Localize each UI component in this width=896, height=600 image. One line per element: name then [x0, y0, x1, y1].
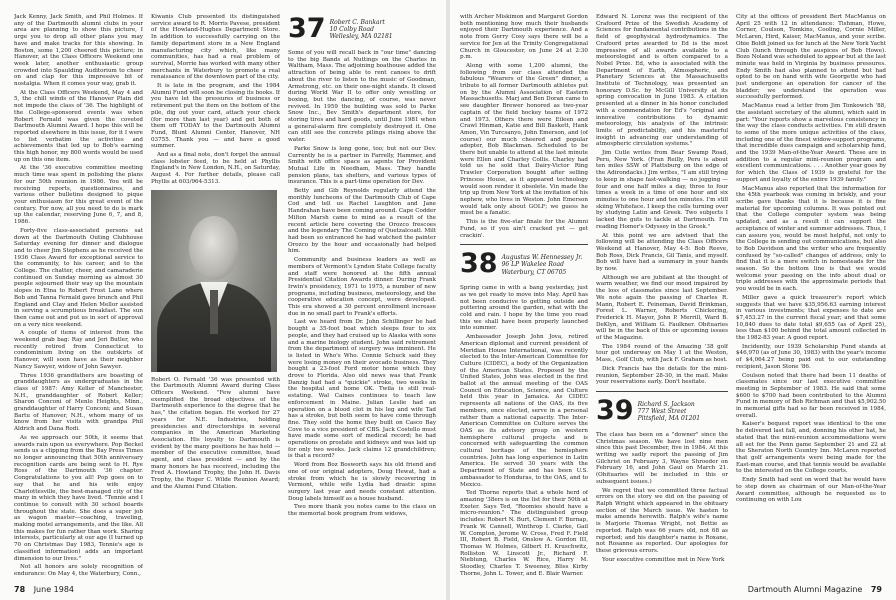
- paragraph: Some of you will recall back in "our time" dancing to the big Bands at Nuttings on the Charles in Waltham, Mass. The adjoining boathouse added the attraction of being able to rent canoes to drift about the river to listen to the music of Goodman, Armstrong, etc. on their one-night stands. It closed during World War II to offer only wrestling or boxing, but the dancing, of course, was never revived. In 1959 the building was sold to Parke Snow Inc., Bev Smith's department store, for storing tires and hard goods, until June 1981 when a general-alarm fire completely destroyed it. One can still see the concrete pilings rising above the water.: [288, 50, 436, 144]
- left-column-3: [288, 14, 436, 584]
- secretary-street: 777 West Street: [637, 408, 687, 416]
- paragraph: with Archer Miskimon and Margaret Gordon both mentioning how much their husbands enjoyed their Dartmouth experience. And a note from Gerry Cosy says there will be a service for Jen at the Trinity Congregational Church in Gloucester, on June 24 at 2:30 p.m.: [460, 14, 588, 61]
- class-number: 39: [596, 394, 634, 426]
- paragraph: Coulson noted that there had been 11 deaths of classmates since our last executive committee meeting in September of 1983. He said that some $600 to $700 had been contributed to the Alumni Fund in memory of Bob Richman and that $5,902.50 in memorial gifts had so far been received in 1984, overall.: [736, 372, 886, 419]
- paragraph: MacManus read a letter from Jim Tonkowich '88, the assistant secretary of the alumni, which said in part: "Your reports show a marvelous consistency in the way the class conducts activities. I'm still drawn to some of the more unique activities of the class, including one of the finest widow-support programs, that incredible dues campaign and scholarship fund, and the 1939 Man-of-the-Year Award. These are in addition to a regular mini-reunion program and excellent communications. . . . Another year goes by for which the Class of 1939 is grateful for the support and loyalty of the entire 1939 family.": [736, 103, 886, 183]
- issue-date: June 1984: [33, 585, 75, 594]
- page-number: 79: [870, 585, 882, 594]
- paragraph: Jack Kenny, Jack Smith, and Phil Holmes. If any of the Dartmouth alumni clubs in your area are planning to show this picture, I urge you to drop all other plans you may have and make tracks for this showing. In Boston, some 1,200 cheered this picture; in Hanover, at the Class Officers Weekend one week later, another enthusiastic group crowded into Spaulding Auditorium to cheer on and clap for this impressive bit of nostalgia. When it comes your way, grab it.: [14, 14, 143, 88]
- paragraph: Ted Thorne reports that a whole herd of amazing '38ers is on the list for their 50th at Exeter. Says Ted, "Roomies should have a micro-reunion." The distinguished group includes: Robert N. Burt, Clement F. Burnap, Frank W. Cannell, Winthrop I. Clarke, Gail W. Compton, Jerome W. Cross, Fred F. Field III, Robert B. Field, Onslow A. Gordon III, Thomas W. Holmes, Gilbert H. Kruschwitz, Rolliston W. Linscott Jr., Richard F. Nieblung, Charles W. Rice, Harry M. Stoodley, Charles T. Sweeney, Bliss Kirby Thorne, John L. Tower, and E. Blair Warner.: [460, 490, 588, 577]
- left-column-1: [14, 14, 143, 584]
- paragraph: MacManus also reported that the information for the 45th yearbook was coming in briskly, and your scribe gave thanks that it is because it is fine material for upcoming columns. It was pointed out that the College computer system was being updated, and as a result it can support the acceptance of winter and summer addresses. Thus, I can assure you, would be most helpful, not only to the College in sending out communications, but also to Bob Davidson and the writer who are frequently confused by "so-called" changes of address, only to find that it is a mere switch in homesteads for the season. So the bottom line is that we would welcome your passing on the info about dual or triple addresses with the approximate periods that you would be in each.: [736, 185, 886, 293]
- paragraph: Although we are jubilant at the thought of warm weather, we find our mood impaired by the loss of classmates since last September. We note again the passing of Charles R. Mann, Robert E. Feineman, David Brinkman, Forest L. Warner, Roberts Chickering, Frederick H. Mayor, John P. Merrill, Ward B. DeKlyn, and William G. Faulkner. Obituaries will be in the back of this or upcoming issues of the Magazine.: [596, 274, 728, 342]
- paragraph: A couple of items of interest from the weekend grab bag: Ray and Jeri Butler, who recently retired from Connecticut to condominium living on the outskirts of Hanover, will soon have as their neighbor Nancy Sawyer, widow of John Sawyer.: [14, 330, 143, 370]
- paragraph: Incidently, our 1939 Scholarship Fund stands at $46,970 (as of June 30, 1983) with the year's income of $4,064.27 being paid out to our outstanding recipient, Jason Stone '86.: [736, 343, 886, 370]
- paragraph: Last we heard from Dr. John Schillinger he had bought a 35-foot boat which sleeps four to six people, and they had cruised up to Alaska with sons and a marine biology student. John said retirement from the department of surgery was imminent. He is listed in Who's Who. Connie Schuck said they were losing money on their avocado business. They bought a 23-foot Ford motor home which they drove to Florida. Also old news was that Frank Danzig had had a "quickie" stroke, two weeks in the hospital and home OK. Twila is still real-estating. Wal Caines continues to teach law enforcement in Maine. Julian Leslie had an operation on a blood clot in his leg and wife Tad has a stroke, but both seem to have come through fine. They sold the home they built on Casco Bay Cove to a vice president of CBS. Jack Costello must have made some sort of medical record; he had operations on prostate and kidneys and was laid up for only two weeks. Jack claims 12 grandchildren; is that a record?: [288, 319, 436, 460]
- paragraph: Edward N. Lorenz was the recipient of the Crafoord Prize of the Swedish Academy of Sciences for fundamental contributions in the field of geophysical hydrodynamics. The Crafoord prize awarded to Ed is the most impressive of all awards available to a meteorologist and is often compared to a Nobel Prize. Ed, who is associated with the Department of Earth, Atmospheric, and Planetary Sciences at the Massachusetts Institute of Technology, was presented an honorary D.Sc. by McGill University at its spring convocation in June 1983. A citation presented at a dinner in his honor concluded with a commendation for Ed's "original and innovative contributions to dynamic meteorology, his analysis of the intrinsic limits of predictability, and his masterful insight in advancing our understanding of atmospheric circulation systems.": [596, 14, 728, 148]
- paragraph: It is late in the program, and the 1984 Alumni Fund will soon be closing its books. If you have let the pressures of business or retirement put the item on the bottom of the pile, dig out your card, attach your check (for more than last year) and get both of them off TODAY to the Dartmouth Alumni Fund, Blunt Alumni Center, Hanover, NH 03755. Thank you — and have a good summer.: [151, 83, 280, 150]
- paragraph: Forty-five class-associated persons sat down at the Dartmouth Outing Clubhouse Saturday evening for dinner and dialogue and to cheer Jim Stephens as he received the 1936 Class Award for exceptional service to the community, to his career, and to the College. The chatter, cheer, and camaraderie continued on Sunday morning as almost 30 people sojourned their way up the mountain slopes in Etna to Robert Frost Lane where Bob and Tanna Fernald gave brunch and Phil England and Clay and Helen Mellor assisted in serving a scrumptious breakfast. The sun then came out and put us in sort of approval on a very nice weekend.: [14, 227, 143, 328]
- secretary-city: Waterbury, CT 06705: [501, 268, 567, 276]
- paragraph: Parke Snow is long gone, too; but not our Dev. Currently he is a partner in Farrelly, Hammer, and Smith with office space as agents for Provident Mutual Life in Needham, Mass. They handle pension plans, tax shelters, and various types of insurance. This is a part-time operation for Dev.: [288, 145, 436, 186]
- paragraph: The 1984 round of the Amazing '38 golf tour got underway on May 1 at the Weston, Mass., Golf Club, with Jack F. Graham as host.: [596, 343, 728, 364]
- paragraph: City at the offices of president Bert MacManus on April 25 with 12 in attendance: Tishman, Howe, Corner, Coulson, Tomkins, Cooling, Cornie Miller, McLaren, Hird, Kaiser, MacManus, and your scribe. Obie Boldt joined us for lunch at the New York Yacht Club (lunch through the auspices of Bob Howe). Bozo Noland was scheduled to appear but at the last minute was held in Virginia by business pressures. Endy Smith had also planned to attend but had opted to be on hand with wife Georgette who had just undergone an operation for cancer of the bladder; we understand the operation was successfully performed.: [736, 14, 886, 101]
- paragraph: Endy Smith had sent on word that he would have to step down as chairman of our Man-of-the-Year Award committee, although he requested us to continuing on with Lou: [736, 477, 886, 504]
- section-divider: [460, 244, 588, 245]
- right-column-2: [596, 14, 728, 584]
- paragraph: And as a final note, don't forget the annual class lobster feed, to be held at Phyllis England's in New London, N.H., on Saturday, August 4. For further details, please call Phyllis at 603/964-5313.: [151, 152, 280, 185]
- secretary-city: Wellesley, MA 02181: [329, 33, 393, 41]
- paragraph: Spring came in with a bang yesterday, just as we get ready to move into May. April has not been conducive to getting outside and puttering around the garden, what with the cold and rain. I hope by the time you read this we shall have been properly launched into summer.: [460, 285, 588, 332]
- class-header-37: [288, 16, 436, 42]
- paragraph: Ambassador Joseph John Jova, retired American diplomat and current president of Meridian House International, was recently elected to the Inter-American Committee for Culture (CIDEC), a body of the Organization of the American States. Proposed by the United States, John was elected in the first ballot at the annual meeting of the OAS Council on Education, Science, and Culture held this year in Jamaica. As CIDEC represents all nations of the OAS, its five members, once elected, serve in a personal rather than a national capacity. The Inter-American Committee on Culture serves the OAS as its advisory group on western hemisphere cultural projects and is concerned with safeguarding the common cultural heritage of the hemisphere countries. John has long experience in Latin America. He served 30 years with the Department of State and has been U.S. ambassador to Honduras, to the OAS, and to Mexico.: [460, 334, 588, 488]
- left-column-2: [151, 14, 280, 584]
- photo-caption: Robert O. Fernald '36 was presented with the Dartmouth Alumni Award during Class Officers Weekend. "Few alumni have exemplified the broad objectives of the Dartmouth experience to the degree that he has," the citation began. He worked for 27 years for N.E. Industries, holding presidencies and directorships in several companies in the American Marketing Association. His loyalty to Dartmouth is evident by the many positions he has held — member of the executive committee, head agent, and class president — and by the many honors he has received, including the Fred A. Howland Trophy, the John H. Davis Trophy, the Roger C. Wilde Reunion Award; and the Alumni Fund Citation.: [151, 376, 280, 490]
- paragraph: Dick Francis has the details for the mini-reunion, September 28-30, in the mail. Make your reservations early. Don't hesitate.: [596, 365, 728, 386]
- class-secretary: [330, 16, 393, 41]
- paragraph: Along with some 1,200 alumni, the following from our class attended the fabulous "Wearers of the Green" dinner, a tribute to all former Dartmouth athletes put on by the Alumni Association of Eastern Massachusetts. Marj and Ben Doran came to see daughter Brewer honored as two-year captain of the field hockey teams of 1972 and 1973. Others there were Eileen and Crawl Hinman, Katie and Bill Baskett, Hank Amon, Vin Turcsanyo, John Emerson, and (of course) our much cheered and popular adopter, Bob Blackman. Scheduled to be there but unable to attend at the last minute were Ellen and Charley Collis. Charley had told us he sold that Dairy-Victor Ring Trawler Corporation bought after selling Princess House, as it appeared technology would soon render it obsolete. Vin made the trip up from New York at the invitation of his nephew, who lives in Weston. John Emerson would talk only about GOLF; we guess he must be a fanatic.: [460, 62, 588, 217]
- section-divider: [596, 391, 728, 392]
- paragraph: At the '36 executive committee meeting much time was spent in polishing the plans for our 50th reunion in 1986. You will be receiving reports, questionnaires, and various other bulletins designed to pique your enthusiasm for this great event of the century. For now, all you need to do is mark up the calendar, reserving June 6, 7, and 8, 1986.: [14, 165, 143, 226]
- class-number: 37: [288, 14, 326, 44]
- paragraph: Jim Cutle writes from Bear Swamp Road, Peru, New York. (Fran Reilly, Peru is about ten miles SSW of Plattsburg on the edge of the Adirondacks.) Jim writes, "I am still trying to keep in shape fast-walking — no jogging — four and one half miles a day, three to four times a week in a time of one hour and six minutes to one hour and ten minutes. I'm still skiing Whiteface. I keep the cells turning over by studying Latin and Greek. Two subjects I lacked the guts to tackle at Dartmouth. I'm reading Homer's Odyssey in the Greek.": [596, 150, 728, 230]
- class-header-39: [596, 394, 728, 426]
- secretary-city: Pittsfield, MA 01201: [637, 415, 701, 423]
- paragraph: The class has been on a "downer" since the Christmas season. We have lost nine men since this past December, five in 1984. At this writing we sadly report the passing of Jim Gilchrist on February 3, Wayne Shroeder on February 16, and John Gaul on March 21. (Obituaries will be included in this or subsequent issues.): [596, 431, 728, 485]
- paragraph: At this point we are advised that the following will be attending the Class Officers Weekend at Hanover, May 4-5: Bob Reeve, Bob Ross, Dick Francis, Gil Tanis, and myself. Bob will have had a summary in your hands by now.: [596, 232, 728, 273]
- paragraph: As we approach our 50th, it seems that awards rain upon us everywhere. Pop Beckel sends us a clipping from the Bay Press Times no longer announcing that 50th anniversary recognition cards are being sent to H. Rye Ross of the Dartmouth '36 chapter. Congratulations to you all! Pop goes on to say that he and his wife enjoy Charlottesville, the best-managed city of the many in which they have lived. "Tennie and I continue to consult with 30 school boards throughout the state. She does a super job as wagon master—coaching, traveling, making motel arrangements, and the like. All this makes for fun rather than work. Sharing interests, particularly at our age (I turned up 70 on Christmas Day 1983, Tennie's age is classified information) adds an important dimension to our lives.": [14, 434, 143, 562]
- class-secretary: [502, 251, 583, 276]
- class-secretary: [638, 398, 700, 423]
- photo-tie: [210, 290, 218, 334]
- paragraph: Betty and Gib Reynolds regularly attend the monthly luncheons of the Dartmouth Club of Cape Cod and tell us Rachel Laughton and Jane Handrahan have been coming around. Cape Codder Milton Marsh came to mind as a result of the recent article here covering the Orozco frescoes and the legendary The Coming of Quetzalcoatl. Milt had been so entranced he had watched the painter Orozco by the hour and occasionally had helped him.: [288, 188, 436, 255]
- secretary-name: Richard S. Jackson: [637, 400, 695, 408]
- secretary-street: 10 Colby Road: [329, 26, 374, 34]
- secretary-street: 96 LP Wakelee Road: [501, 261, 564, 269]
- magazine-name: Dartmouth Alumni Magazine: [747, 585, 863, 594]
- class-number: 38: [460, 248, 498, 280]
- right-column-3: [736, 14, 886, 584]
- paragraph: Community and business leaders as well as members of Vermont's Lyndon State College faculty and staff were honored at the fifth annual Presidential Citation Awards dinner. During Frank Irwin's presidency, 1971 to 1975, a number of new programs, including business, meteorology, and the cooperative education concept, were developed. This era showed a 30 percent enrollment increase due in no small part to Frank's efforts.: [288, 257, 436, 317]
- paragraph: Two more thank you notes came to the class on the memorial book program from widows,: [288, 504, 436, 518]
- paragraph: Not all honors are solely recognition of endurance: On May 4, the Waterbury, Conn.,: [14, 564, 143, 577]
- paragraph: Three 1936 grandfathers are boasting of granddaughters as undergraduates in the class of 1987: Amy Keller of Manchester, N.H., granddaughter of Robert Keller; Sharon Conconi of Menlo Heights, Minn., granddaughter of Harry Conconi; and Susan Bartu of Hanover, N.H., whom many of us know from her visits with grandpa Phil Aldrich and Dana Rodi.: [14, 372, 143, 433]
- secretary-name: Robert C. Bankart: [329, 19, 385, 26]
- photo-head: [189, 216, 239, 280]
- paragraph: Your executive committee met in New York: [602, 556, 725, 563]
- paragraph: At the Class Officers Weekend, May 4 and 5, the chill winds of the Hanover Plain did not impede the class of '36. The highlight of the College-sponsored events was when Robert Fernald was given the coveted Dartmouth Alumni Award. I hope this will be reported elsewhere in this issue, for it I were to list verbatim the activities and achievements that led up to Bob's earning this high honor, my 800 words would be used up on this one item.: [14, 89, 143, 163]
- paragraph: This is the five-star finale for the Alumni Fund, so if you ain't cracked yet — get crackin'.: [460, 219, 588, 239]
- page-folio: [14, 585, 74, 594]
- paragraph: Word from Boz Bosworth says his old friend and one of our original adopters, Doug Hewat, had a stroke from which he is slowly recovering in Vermont, while wife Lydia had drastic spine surgery last year and needs constant attention. Doug labels himself as a house husband.: [288, 462, 436, 502]
- secretary-name: Augustus W. Hennessey Jr.: [501, 254, 583, 262]
- paragraph: Kaiser's bequest report was identical to the one he delivered last fall, and, donning his other hat, he stated that the mini-reunion accommodations were all set for the Penn game September 21 and 22 at the Sheraton North Country Inn. McLaren reported that golf arrangements were being made for the East-man course, and that tennis would be available to the interested on the College courts.: [736, 421, 886, 475]
- class-header-38: [460, 248, 588, 280]
- left-page: [0, 0, 446, 600]
- portrait-photo: [151, 190, 277, 372]
- paragraph: Kiwanis Club presented its distinguished service award to R. Morris Pavese, president of the Howland-Hughes Department Store. In addition to successfully carrying on the family department store in a New England manufacturing city which, like many communities, has had a real problem of survival, Morrie has worked with many other merchants in Waterbury to promote a real renaissance of the downtown part of the city.: [151, 14, 280, 81]
- page-folio: [748, 585, 882, 594]
- right-column-1: [460, 14, 588, 584]
- paragraph: We regret that we committed three factual errors on the story we did on the passing of Ralph Wright which appeared in the obituary section of the March issue. We hasten to make amends herewith. Ralph's wife's name is Marjorie Thomas Wright, not Bettie as reported. Ralph was 66 years old, not 68 as reported; and his daughter's name is Roxane, not Rosanne as reported. Our apologies for these grievous errors.: [596, 487, 728, 554]
- paragraph: Miller gave a quick treasurer's report which suggests that we have $35,956.63 earning interest in various investments; that expenses to date are $7,453.27 in the current fiscal year; and that some 10,840 dues to date total $9,655 (as of April 25), less than $100 behind the total amount collected in the 1982-83 year. A good report.: [736, 294, 886, 342]
- page-number: 78: [14, 585, 26, 594]
